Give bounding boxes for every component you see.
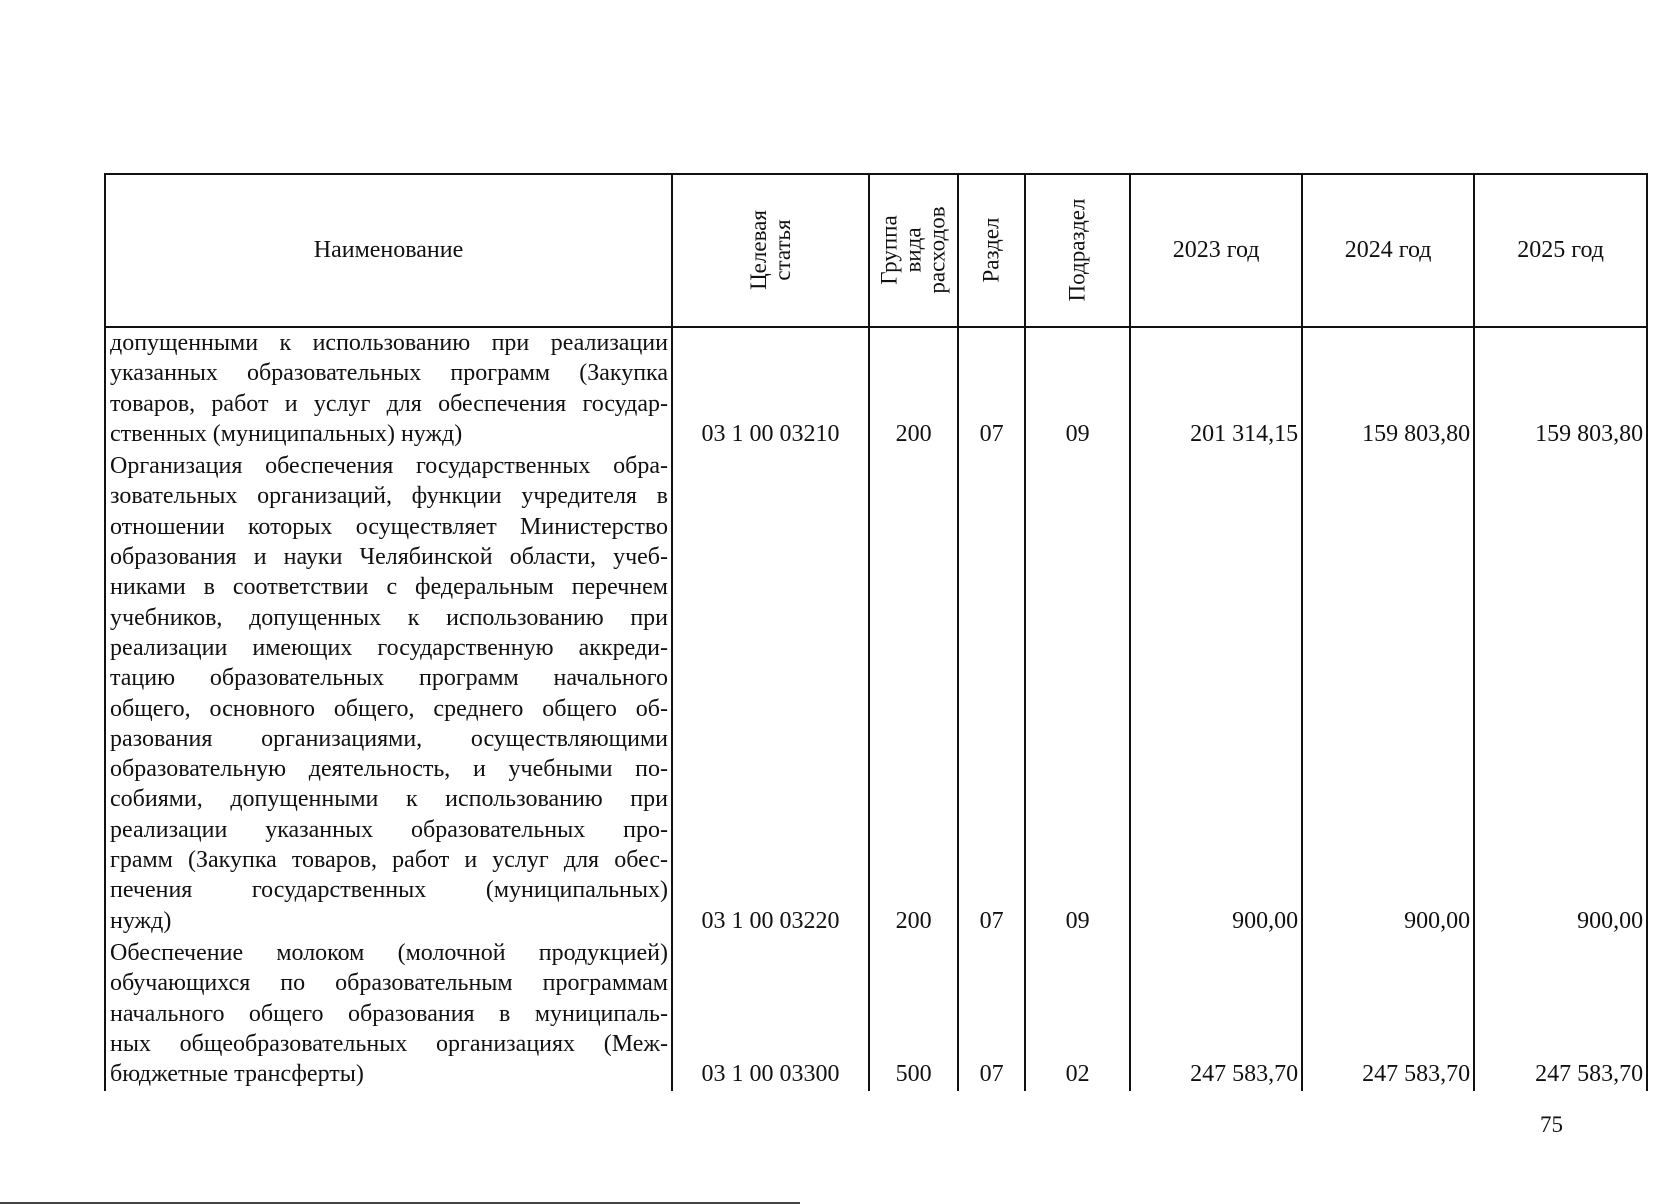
row-name-line: общего, основного общего, среднего общего об-: [110, 695, 668, 722]
row-subsection: 09: [1025, 451, 1130, 938]
row-subsection: 09: [1025, 327, 1130, 451]
budget-table: [104, 173, 1648, 1091]
table-row: [105, 938, 1647, 1091]
row-amount-2025: 247 583,70: [1474, 938, 1647, 1091]
row-amount-2024: 247 583,70: [1302, 938, 1474, 1091]
row-name-line: Организация обеспечения государственных обра-: [110, 453, 668, 480]
row-name-line: ных общеобразовательных организациях (Меж-: [110, 1030, 668, 1057]
row-name-line: нужд): [110, 907, 172, 934]
row-name-line: разования организациями, осуществляющими: [110, 725, 668, 752]
header-name: Наименование: [105, 174, 672, 327]
header-target-article: Целевая статья: [672, 174, 869, 327]
table-header-row: [105, 174, 1647, 327]
row-amount-2023: 900,00: [1130, 451, 1302, 938]
row-expense-group: 200: [869, 451, 958, 938]
page-number: 75: [1540, 1112, 1563, 1137]
row-expense-group: 500: [869, 938, 958, 1091]
table-row: [105, 327, 1647, 451]
row-section: 07: [958, 938, 1025, 1091]
row-amount-2025: 900,00: [1474, 451, 1647, 938]
row-name-line: реализации указанных образовательных про-: [110, 816, 668, 843]
header-section: Раздел: [958, 174, 1025, 327]
header-subsection: Подраздел: [1025, 174, 1130, 327]
row-name-line: обучающихся по образовательным программам: [110, 970, 668, 997]
row-name-line: зовательных организаций, функции учредителя в: [110, 483, 668, 510]
header-2025: 2025 год: [1474, 174, 1647, 327]
table-row: [105, 451, 1647, 938]
row-subsection: 02: [1025, 938, 1130, 1091]
row-name-line: никами в соответствии с федеральным перечнем: [110, 574, 668, 601]
row-name-line: допущенными к использованию при реализации: [110, 330, 668, 356]
row-section: 07: [958, 327, 1025, 451]
row-section: 07: [958, 451, 1025, 938]
row-name-line: указанных образовательных программ (Закупка: [110, 360, 668, 387]
row-name-line: Обеспечение молоком (молочной продукцией): [110, 939, 668, 966]
row-name-line: товаров, работ и услуг для обеспечения государ-: [110, 390, 668, 417]
row-name-line: грамм (Закупка товаров, работ и услуг для обес-: [110, 847, 668, 874]
row-name: [105, 327, 672, 451]
row-name-line: реализации имеющих государственную аккреди-: [110, 634, 668, 661]
header-expense-group: Группа вида расходов: [869, 174, 958, 327]
row-name: [105, 451, 672, 938]
row-name-line: образования и науки Челябинской области, учеб-: [110, 544, 668, 571]
row-name-line: бюджетные трансферты): [110, 1061, 364, 1088]
header-2023: 2023 год: [1130, 174, 1302, 327]
row-amount-2023: 201 314,15: [1130, 327, 1302, 451]
row-amount-2023: 247 583,70: [1130, 938, 1302, 1091]
row-name-line: печения государственных (муниципальных): [110, 877, 668, 904]
row-name-line: образовательную деятельность, и учебными по-: [110, 756, 668, 783]
row-amount-2025: 159 803,80: [1474, 327, 1647, 451]
row-amount-2024: 900,00: [1302, 451, 1474, 938]
header-2024: 2024 год: [1302, 174, 1474, 327]
row-target-article: 03 1 00 03220: [672, 451, 869, 938]
row-target-article: 03 1 00 03210: [672, 327, 869, 451]
row-name-line: отношении которых осуществляет Министерство: [110, 513, 668, 540]
row-name-line: учебников, допущенных к использованию при: [110, 604, 668, 631]
row-expense-group: 200: [869, 327, 958, 451]
row-name-line: ственных (муниципальных) нужд): [110, 420, 463, 447]
row-target-article: 03 1 00 03300: [672, 938, 869, 1091]
row-amount-2024: 159 803,80: [1302, 327, 1474, 451]
row-name: [105, 938, 672, 1091]
row-name-line: собиями, допущенными к использованию при: [110, 786, 668, 813]
row-name-line: тацию образовательных программ начального: [110, 665, 668, 692]
row-name-line: начального общего образования в муниципаль-: [110, 1000, 668, 1027]
